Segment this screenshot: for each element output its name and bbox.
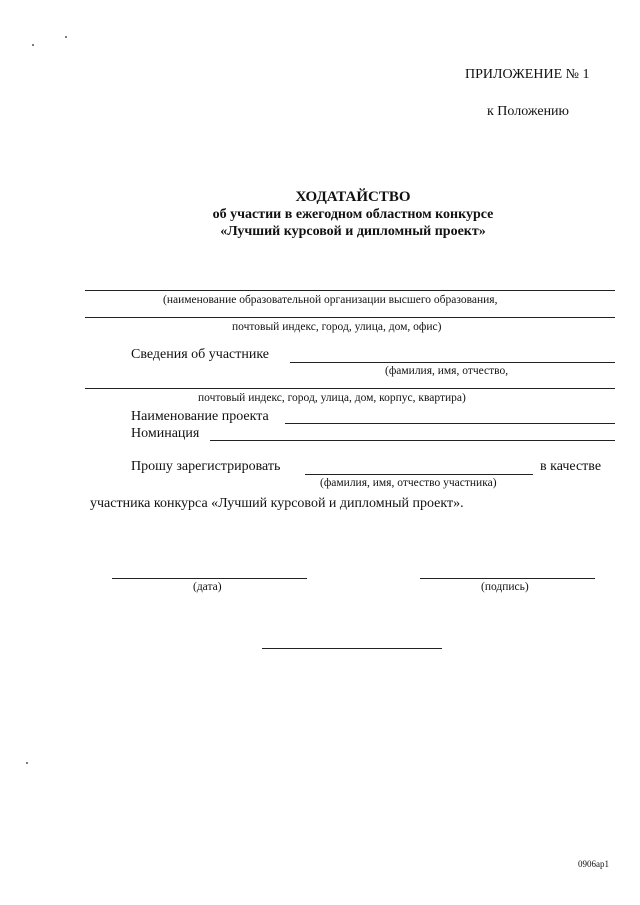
document-title: ХОДАТАЙСТВО bbox=[295, 189, 411, 205]
request-continuation: участника конкурса «Лучший курсовой и дипломный проект». bbox=[90, 496, 464, 511]
project-name-line bbox=[285, 423, 615, 424]
nomination-label: Номинация bbox=[131, 426, 200, 441]
document-code: 0906ар1 bbox=[578, 859, 609, 869]
scan-speck bbox=[26, 762, 28, 764]
participant-address-line bbox=[85, 388, 615, 389]
organization-name-caption: (наименование образовательной организации высшего образования, bbox=[163, 294, 498, 306]
document-subtitle-line-1: об участии в ежегодном областном конкурсе bbox=[212, 207, 494, 222]
participant-fio-line bbox=[290, 362, 615, 363]
appendix-reference: к Положению bbox=[487, 104, 570, 119]
participant-fio-caption: (фамилия, имя, отчество, bbox=[385, 365, 509, 377]
appendix-number: ПРИЛОЖЕНИЕ № 1 bbox=[465, 67, 590, 82]
signature-line bbox=[420, 578, 595, 579]
participant-label: Сведения об участнике bbox=[131, 347, 270, 362]
date-line bbox=[112, 578, 307, 579]
request-fio-line bbox=[305, 474, 533, 475]
nomination-line bbox=[210, 440, 615, 441]
request-prefix: Прошу зарегистрировать bbox=[131, 459, 281, 474]
signature-caption: (подпись) bbox=[481, 581, 529, 593]
request-suffix: в качестве bbox=[540, 459, 602, 474]
date-caption: (дата) bbox=[193, 581, 222, 593]
participant-address-caption: почтовый индекс, город, улица, дом, корпус, квартира) bbox=[198, 392, 466, 404]
organization-address-caption: почтовый индекс, город, улица, дом, офис) bbox=[232, 321, 442, 333]
request-fio-caption: (фамилия, имя, отчество участника) bbox=[320, 477, 497, 489]
scan-speck bbox=[65, 36, 67, 38]
organization-address-line bbox=[85, 317, 615, 318]
scan-speck bbox=[32, 44, 34, 46]
project-name-label: Наименование проекта bbox=[131, 409, 269, 424]
bottom-rule bbox=[262, 648, 442, 649]
organization-name-line bbox=[85, 290, 615, 291]
document-subtitle-line-2: «Лучший курсовой и дипломный проект» bbox=[220, 224, 486, 239]
